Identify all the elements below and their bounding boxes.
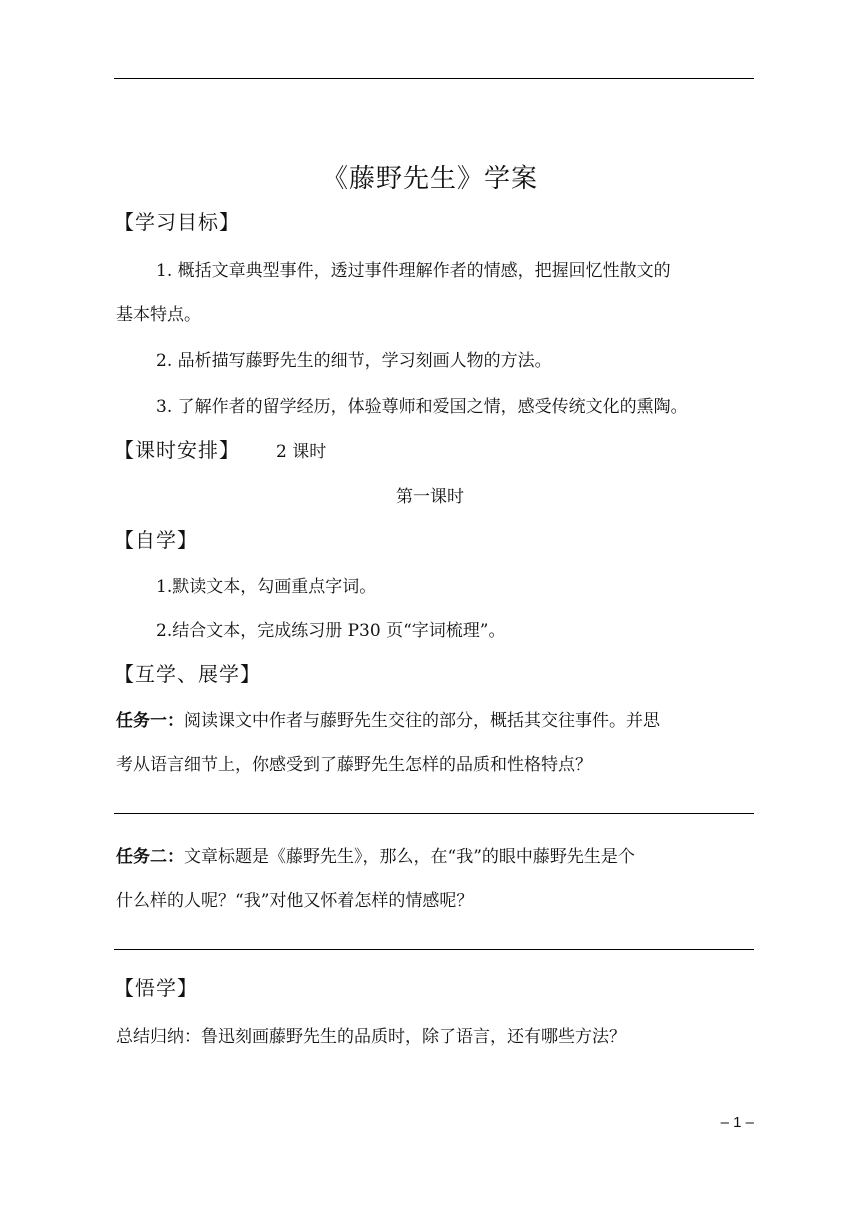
self-study-item-1: 1.默读文本，勾画重点字词。 [156,577,377,597]
task-2-line-1 [116,842,635,867]
goal-item-1-line-2: 基本特点。 [116,305,201,325]
reflect-text: 总结归纳：鲁迅刻画藤野先生的品质时，除了语言，还有哪些方法？ [116,1027,626,1047]
goals-heading: 【学习目标】 [114,210,240,234]
task-1-line-1 [116,706,660,731]
schedule-value: 2 课时 [276,442,327,462]
schedule-heading: 【课时安排】 [114,438,240,462]
header-rule [114,78,754,79]
goal-item-3: 3. 了解作者的留学经历，体验尊师和爱国之情，感受传统文化的熏陶。 [156,397,688,417]
goal-item-2: 2. 品析描写藤野先生的细节，学习刻画人物的方法。 [156,351,552,371]
task-2-label: 任务二： [116,847,184,867]
self-study-heading: 【自学】 [114,528,198,552]
page-number: – 1 – [720,1114,754,1131]
document-title: 《藤野先生》学案 [321,164,538,194]
task-2-text: 文章标题是《藤野先生》，那么，在“我”的眼中藤野先生是个 [184,847,635,867]
task-2-line-2: 什么样的人呢？“我”对他又怀着怎样的情感呢？ [116,891,474,911]
task-1-text: 阅读课文中作者与藤野先生交往的部分，概括其交往事件。并思 [184,711,660,731]
task-1-label: 任务一： [116,711,184,731]
goal-item-1-line-1: 1. 概括文章典型事件，透过事件理解作者的情感，把握回忆性散文的 [156,261,671,281]
self-study-item-2: 2.结合文本，完成练习册 P30 页“字词梳理”。 [156,621,506,641]
task-1-answer-line [114,813,754,814]
lesson-label: 第一课时 [396,487,464,507]
interact-heading: 【互学、展学】 [114,662,261,686]
task-2-answer-line [114,949,754,950]
task-1-line-2: 考从语言细节上，你感受到了藤野先生怎样的品质和性格特点？ [116,755,592,775]
reflect-heading: 【悟学】 [114,976,198,1000]
